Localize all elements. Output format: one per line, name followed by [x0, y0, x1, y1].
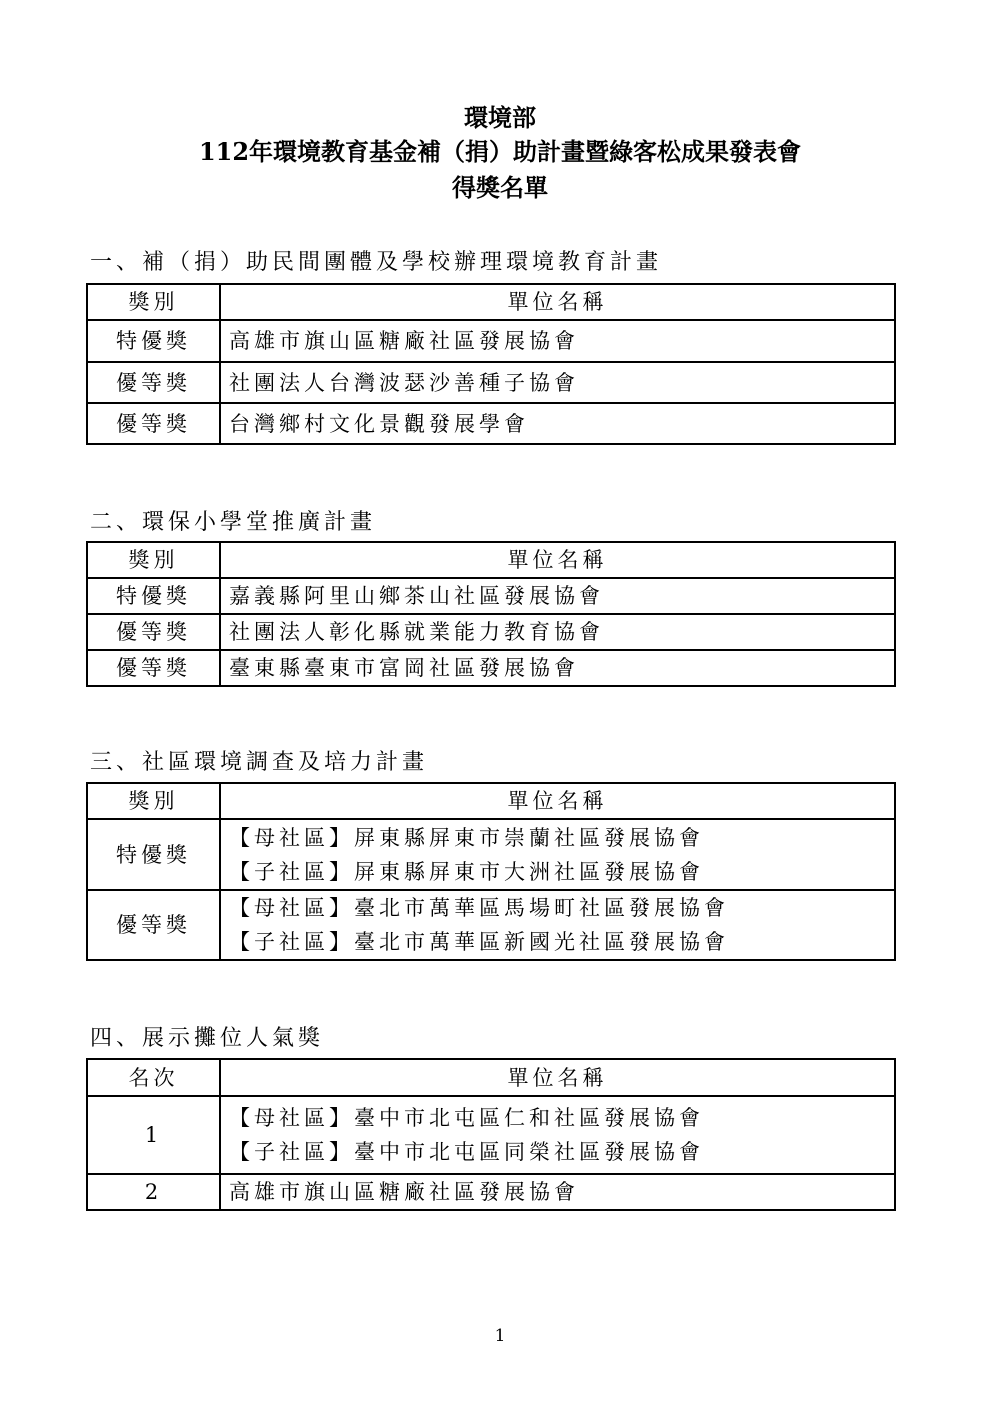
column-header: 名次 — [87, 1059, 220, 1096]
unit-name: 【母社區】臺中市北屯區仁和社區發展協會 — [229, 1106, 704, 1130]
unit-name: 嘉義縣阿里山鄉茶山社區發展協會 — [229, 584, 604, 608]
unit-name-cell — [220, 1096, 895, 1174]
table-header-row — [87, 783, 895, 819]
column-header: 獎別 — [87, 542, 220, 578]
unit-name: 台灣鄉村文化景觀發展學會 — [229, 411, 529, 436]
unit-name: 社團法人彰化縣就業能力教育協會 — [229, 620, 604, 644]
award-table — [86, 541, 896, 687]
column-header: 單位名稱 — [220, 1059, 895, 1096]
award-table — [86, 1058, 896, 1211]
document-title: 112年環境教育基金補（捐）助計畫暨綠客松成果發表會 — [198, 137, 802, 166]
unit-name-cell — [220, 320, 895, 362]
table-row — [87, 890, 895, 960]
column-header: 單位名稱 — [220, 542, 895, 578]
unit-name-cell — [220, 1174, 895, 1210]
award-cell: 優等獎 — [87, 890, 220, 960]
column-header: 單位名稱 — [220, 783, 895, 819]
table-row — [87, 403, 895, 444]
page-number: 1 — [494, 1326, 506, 1346]
unit-name-cell — [220, 819, 895, 890]
unit-name-cell — [220, 890, 895, 960]
table-row — [87, 578, 895, 614]
award-cell: 優等獎 — [87, 650, 220, 686]
unit-name: 【母社區】臺北市萬華區馬場町社區發展協會 — [229, 896, 729, 920]
award-cell: 優等獎 — [87, 362, 220, 403]
award-cell: 特優獎 — [87, 819, 220, 890]
document-subtitle: 得獎名單 — [452, 173, 548, 202]
award-cell: 1 — [87, 1096, 220, 1174]
award-cell: 優等獎 — [87, 614, 220, 650]
column-header: 獎別 — [87, 284, 220, 320]
unit-name-cell — [220, 362, 895, 403]
table-row — [87, 650, 895, 686]
unit-name: 【母社區】屏東縣屏東市崇蘭社區發展協會 — [229, 825, 704, 850]
table-header-row — [87, 542, 895, 578]
column-header: 獎別 — [87, 783, 220, 819]
award-cell: 優等獎 — [87, 403, 220, 444]
award-table — [86, 283, 896, 445]
award-cell: 特優獎 — [87, 578, 220, 614]
section-heading: 四、展示攤位人氣獎 — [90, 1026, 325, 1051]
unit-name: 【子社區】屏東縣屏東市大洲社區發展協會 — [229, 859, 704, 884]
unit-name-cell — [220, 578, 895, 614]
unit-name: 【子社區】臺北市萬華區新國光社區發展協會 — [229, 930, 729, 954]
unit-name: 社團法人台灣波瑟沙善種子協會 — [229, 370, 579, 395]
unit-name: 高雄市旗山區糖廠社區發展協會 — [229, 329, 579, 353]
column-header: 單位名稱 — [220, 284, 895, 320]
table-row — [87, 1096, 895, 1174]
table-row — [87, 1174, 895, 1210]
table-header-row — [87, 284, 895, 320]
section-heading: 三、社區環境調查及培力計畫 — [90, 750, 429, 775]
award-cell: 特優獎 — [87, 320, 220, 362]
table-row — [87, 819, 895, 890]
unit-name-cell — [220, 614, 895, 650]
section-heading: 二、環保小學堂推廣計畫 — [90, 510, 377, 535]
unit-name: 【子社區】臺中市北屯區同榮社區發展協會 — [229, 1140, 704, 1164]
org-title: 環境部 — [464, 103, 536, 132]
table-header-row — [87, 1059, 895, 1096]
unit-name: 臺東縣臺東市富岡社區發展協會 — [229, 656, 579, 680]
section-heading: 一、補（捐）助民間團體及學校辦理環境教育計畫 — [90, 250, 663, 275]
unit-name-cell — [220, 403, 895, 444]
award-table — [86, 782, 896, 961]
table-row — [87, 614, 895, 650]
unit-name-cell — [220, 650, 895, 686]
table-row — [87, 362, 895, 403]
award-cell: 2 — [87, 1174, 220, 1210]
unit-name: 高雄市旗山區糖廠社區發展協會 — [229, 1180, 579, 1204]
table-row — [87, 320, 895, 362]
